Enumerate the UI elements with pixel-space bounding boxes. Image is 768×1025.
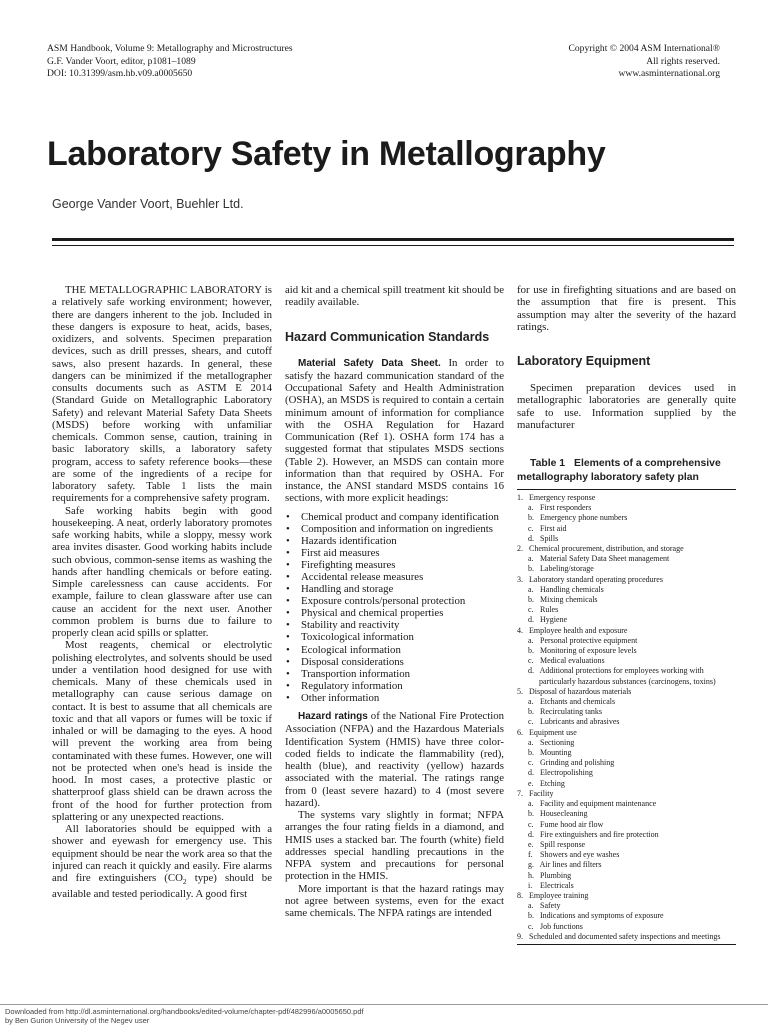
- table-subitem-letter: b.: [528, 748, 534, 758]
- table-item-number: 2.: [517, 544, 523, 554]
- table-subitem: [517, 901, 736, 911]
- table-subitem-text: Housecleaning: [540, 809, 588, 819]
- table-subitem-letter: f.: [528, 850, 533, 860]
- table-subitem-text: Recirculating tanks: [540, 707, 602, 717]
- table-item-text: Facility: [529, 788, 554, 798]
- download-source-link[interactable]: Downloaded from http://dl.asminternational.org/handbooks/edited-volume/chapter-pdf/482996/a0005650.pdf: [5, 1007, 364, 1016]
- table-item-number: 8.: [517, 890, 523, 900]
- emergency-equipment-paragraph: [52, 823, 272, 901]
- table-subitem: [517, 799, 736, 809]
- list-item: • First aid measures: [285, 547, 504, 559]
- co2-subscript: 2: [182, 877, 187, 887]
- table-subitem-text: Hygiene: [540, 615, 568, 625]
- table-subitem-text: Additional protections for employees working with particularly hazardous substances (carcinogens, toxins): [539, 666, 716, 686]
- table-subitem: [517, 585, 736, 595]
- table-item-text: Laboratory standard operating procedures: [529, 574, 663, 584]
- table-subitem-letter: e.: [528, 839, 534, 849]
- table-title: Elements of a comprehensive metallography laboratory safety plan: [517, 458, 721, 483]
- text-column-1: [52, 284, 272, 901]
- table-subitem-letter: c.: [528, 758, 534, 768]
- table-subitem-letter: b.: [528, 707, 534, 717]
- list-item: • Disposal considerations: [285, 656, 504, 668]
- table-subitem: [517, 881, 736, 891]
- table-subitem-letter: b.: [528, 911, 534, 921]
- equipment-paragraph: Specimen preparation devices used in metallographic laboratories are generally quite safe to use. Information supplied by the manufacturer: [517, 382, 736, 431]
- table-item: [517, 789, 736, 799]
- table-subitem-text: Rules: [540, 605, 559, 615]
- table-subitem: [517, 850, 736, 860]
- housekeeping-paragraph: Safe working habits begin with good housekeeping. A neat, orderly laboratory promotes safe working habits, while a sloppy, messy work area invites disaster. Good working habits include such obvious, common-sense items as washing the hands after handling chemicals or before eating. Simple carelessness can cause accidents. For example, failure to clean glassware after use can cause an accident for the next user. Another common problem is burns due to failure to properly clean acid spills or splatter.: [52, 504, 272, 639]
- ratings-disagreement-paragraph: More important is that the hazard ratings may not agree between systems, even for the exact same chemicals. The NFPA ratings are intended: [285, 882, 504, 919]
- table-item: [517, 687, 736, 697]
- table-subitem: [517, 922, 736, 932]
- list-item: • Exposure controls/personal protection: [285, 595, 504, 607]
- list-item: • Transportion information: [285, 668, 504, 680]
- text-column-3: [517, 284, 736, 945]
- table-subitem-letter: g.: [528, 860, 534, 870]
- table-subitem-text: Electricals: [540, 880, 574, 890]
- table-subitem-letter: c.: [528, 605, 534, 615]
- ventilation-paragraph: Most reagents, chemical or electrolytic polishing electrolytes, and solvents should be used under a ventilation hood designed for use with chemicals. Many of these chemicals used in metallography can cause serious damage on contact. It is best to assume that all chemicals are toxic and that all vapors or fumes will be toxic if inhaled or will be damaging to the eyes. A hood will prevent the working area from being contaminated with these fumes. However, one will not be protected when one's head is inside the hood. In most cases, a protective plastic or shatterproof glass shield can be drawn across the front of the hood for further protection from splattering or any unexpected reactions.: [52, 639, 272, 823]
- table-subitem-text: Material Safety Data Sheet management: [540, 554, 670, 564]
- table-subitem: [517, 911, 736, 921]
- list-item: • Chemical product and company identification: [285, 511, 504, 523]
- table-subitem-text: Mounting: [540, 748, 572, 758]
- table-subitem-text: Personal protective equipment: [540, 635, 638, 645]
- table-item-text: Chemical procurement, distribution, and storage: [529, 544, 684, 554]
- table-subitem-text: Safety: [540, 901, 561, 911]
- article-title: Laboratory Safety in Metallography: [47, 135, 606, 173]
- table-subitem: [517, 554, 736, 564]
- table-subitem: [517, 534, 736, 544]
- table-subitem-text: Electropolishing: [540, 768, 593, 778]
- table-subitem-text: Showers and eye washes: [540, 850, 620, 860]
- intro-paragraph: THE METALLOGRAPHIC LABORATORY is a relatively safe working environment; however, there are dangers inherent to the job. Included in these dangers is exposure to heat, acids, bases, oxidizers, and solvents. Specimen preparation devices, such as drill presses, shears, and cutoff saws, also present hazards. In general, these dangers can be minimized if the metallographer consults documents such as ASTM E 2014 (Standard Guide on Metallographic Laboratory Safety) and relevant Material Safety Data Sheets (MSDS) before working with unfamiliar chemicals. Common sense, caution, training in basic laboratory skills, a laboratory safety program, access to safety reference books—these are some of the ingredients of a recipe for laboratory safety. Table 1 lists the main requirements for a comprehensive safety program.: [52, 284, 272, 505]
- footer-separator: [0, 1004, 768, 1005]
- emergency-text-a: All laboratories should be equipped with a shower and eyewash for emergency use. This equipment should be near the work area so that the injured can reach it quickly and easily. Fire alarms and fire extinguishers (CO: [52, 823, 272, 884]
- table-subitem-text: Plumbing: [540, 870, 572, 880]
- table-subitem-letter: b.: [528, 564, 534, 574]
- table-subitem-letter: a.: [528, 697, 534, 707]
- table-item-number: 5.: [517, 686, 523, 696]
- table-subitem: [517, 748, 736, 758]
- header-website: www.asminternational.org: [618, 68, 720, 79]
- table-subitem-text: Medical evaluations: [540, 656, 605, 666]
- table-subitem: [517, 697, 736, 707]
- table-subitem-text: Spill response: [540, 839, 586, 849]
- table-item: [517, 728, 736, 738]
- table-subitem: [517, 524, 736, 534]
- list-item: • Physical and chemical properties: [285, 607, 504, 619]
- table-subitem: [517, 840, 736, 850]
- systems-format-paragraph: The systems vary slightly in format; NFPA arranges the four rating fields in a diamond, and HMIS uses a stacked bar. The fourth (white) field addresses special handling precautions in the NFPA system and precautions for personal protection in the HMIS.: [285, 809, 504, 883]
- msds-text: In order to satisfy the hazard communication standard of the Occupational Safety and Health Administration (OSHA), an MSDS is required to contain a certain minimum amount of information for compliance with the OSHA Regulation for Hazard Communication (Ref 1). OSHA form 174 has a suggested format that stipulates MSDS sections (Table 2). However, an MSDS can contain more information than that required by OSHA. For instance, the ANSI standard MSDS contains 16 sections, with more explicit headings:: [285, 356, 504, 505]
- table-item-number: 4.: [517, 625, 523, 635]
- table-subitem: [517, 860, 736, 870]
- table-number: Table 1: [530, 458, 566, 469]
- table-subitem-letter: b.: [528, 595, 534, 605]
- header-volume: ASM Handbook, Volume 9: Metallography and Microstructures: [47, 43, 293, 54]
- table-subitem-text: Lubricants and abrasives: [540, 717, 620, 727]
- table-subitem-text: Sectioning: [540, 737, 575, 747]
- hazard-ratings-text: of the National Fire Protection Association (NFPA) and the Hazardous Materials Identification System (HMIS) have three color-coded fields to indicate the flammability (red), health (blue), and reactivity (yellow) hazards associated with the material. The ratings range from 0 (least severe hazard) to 4 (most severe hazard).: [285, 710, 504, 809]
- table-subitem: [517, 779, 736, 789]
- table-subitem-letter: c.: [528, 921, 534, 931]
- table-item-number: 7.: [517, 788, 523, 798]
- list-item: • Hazards identification: [285, 535, 504, 547]
- table-caption: [517, 457, 736, 485]
- table-item-text: Emergency response: [529, 493, 596, 502]
- table-item-text: Employee health and exposure: [529, 625, 628, 635]
- table-item-number: 6.: [517, 727, 523, 737]
- table-item-number: 9.: [517, 931, 523, 941]
- table-subitem: [517, 615, 736, 625]
- table-subitem-text: Spills: [540, 533, 559, 543]
- table-subitem: [517, 830, 736, 840]
- table-item-text: Employee training: [529, 890, 589, 900]
- list-item: • Firefighting measures: [285, 559, 504, 571]
- table-item-text: Equipment use: [529, 727, 577, 737]
- table-subitem-letter: a.: [528, 503, 534, 513]
- table-subitem-letter: d.: [528, 768, 534, 778]
- table-subitem-letter: i.: [528, 880, 533, 890]
- table-subitem: [517, 656, 736, 666]
- table-1: [517, 457, 736, 945]
- table-item: [517, 891, 736, 901]
- table-subitem-letter: a.: [528, 554, 534, 564]
- table-subitem-text: Indications and symptoms of exposure: [540, 911, 664, 921]
- table-top-rule: [517, 489, 736, 490]
- msds-paragraph: [285, 357, 504, 505]
- table-subitem: [517, 768, 736, 778]
- table-item: [517, 493, 736, 503]
- table-subitem-text: Etching: [540, 778, 565, 788]
- list-item: • Accidental release measures: [285, 571, 504, 583]
- text-column-2: [285, 284, 504, 919]
- hazard-ratings-run-in: Hazard ratings: [298, 711, 368, 722]
- msds-sections-list: [285, 511, 504, 705]
- download-user-note: by Ben Gurion University of the Negev user: [5, 1016, 150, 1025]
- emergency-text-b: type) should be available and tested periodically. A good first: [52, 872, 272, 901]
- msds-run-in-heading: Material Safety Data Sheet.: [298, 357, 441, 369]
- table-subitem-letter: c.: [528, 523, 534, 533]
- table-subitem: [517, 758, 736, 768]
- list-item: • Regulatory information: [285, 680, 504, 692]
- table-subitem-letter: a.: [528, 799, 534, 809]
- table-subitem-letter: d.: [528, 615, 534, 625]
- title-rule-thin: [52, 245, 734, 246]
- table-subitem: [517, 636, 736, 646]
- list-item: • Composition and information on ingredients: [285, 523, 504, 535]
- table-subitem-text: Mixing chemicals: [540, 595, 598, 605]
- table-subitem-letter: d.: [528, 829, 534, 839]
- hazard-ratings-paragraph: [285, 710, 504, 809]
- table-item-text: Scheduled and documented safety inspections and meetings: [529, 931, 721, 941]
- table-subitem-letter: d.: [528, 666, 534, 676]
- table-subitem-text: Handling chemicals: [540, 584, 604, 594]
- table-item-text: Disposal of hazardous materials: [529, 686, 632, 696]
- table-subitem-text: Facility and equipment maintenance: [540, 799, 657, 809]
- table-subitem-text: Fire extinguishers and fire protection: [540, 829, 659, 839]
- table-subitem-letter: c.: [528, 717, 534, 727]
- table-subitem: [517, 605, 736, 615]
- table-subitem-text: First responders: [540, 503, 592, 513]
- header-right: [568, 43, 720, 81]
- table-item: [517, 626, 736, 636]
- list-item: • Ecological information: [285, 644, 504, 656]
- table-item-number: 1.: [517, 493, 523, 502]
- table-subitem-letter: a.: [528, 635, 534, 645]
- table-item: [517, 932, 736, 942]
- table-subitem-letter: a.: [528, 584, 534, 594]
- table-subitem: [517, 738, 736, 748]
- list-item: • Other information: [285, 692, 504, 704]
- table-subitem-text: Labeling/storage: [540, 564, 594, 574]
- header-doi: DOI: 10.31399/asm.hb.v09.a0005650: [47, 68, 193, 79]
- list-item: • Stability and reactivity: [285, 619, 504, 631]
- table-subitem-text: Emergency phone numbers: [540, 513, 628, 523]
- firefighting-continuation: for use in firefighting situations and are based on the assumption that fire is present. This assumption may alter the severity of the hazard ratings.: [517, 284, 736, 333]
- table-subitem-letter: c.: [528, 656, 534, 666]
- table-subitem-letter: c.: [528, 819, 534, 829]
- table-subitem-letter: b.: [528, 513, 534, 523]
- table-item: [517, 575, 736, 585]
- table-subitem-text: Job functions: [540, 921, 583, 931]
- table-subitem: [517, 717, 736, 727]
- first-aid-continuation: aid kit and a chemical spill treatment kit should be readily available.: [285, 284, 504, 309]
- header-left: [47, 43, 293, 81]
- table-subitem: [517, 666, 736, 686]
- table-subitem: [517, 595, 736, 605]
- table-subitem-text: Fume hood air flow: [540, 819, 604, 829]
- table-bottom-rule: [517, 944, 736, 945]
- table-subitem: [517, 820, 736, 830]
- table-subitem: [517, 513, 736, 523]
- table-subitem-letter: a.: [528, 737, 534, 747]
- table-subitem: [517, 646, 736, 656]
- table-subitem: [517, 707, 736, 717]
- section-heading-laboratory-equipment: Laboratory Equipment: [517, 354, 651, 368]
- table-subitem-text: Air lines and filters: [539, 860, 602, 870]
- list-item: • Handling and storage: [285, 583, 504, 595]
- table-subitem-letter: h.: [528, 870, 534, 880]
- header-rights: All rights reserved.: [646, 55, 720, 67]
- table-subitem-text: Grinding and polishing: [540, 758, 615, 768]
- table-subitem-text: Monitoring of exposure levels: [540, 646, 637, 656]
- header-editor: G.F. Vander Voort, editor, p1081–1089: [47, 55, 196, 67]
- table-subitem-letter: e.: [528, 778, 534, 788]
- header-copyright: Copyright © 2004 ASM International®: [568, 43, 720, 54]
- table-subitem: [517, 809, 736, 819]
- table-item: [517, 544, 736, 554]
- table-subitem: [517, 564, 736, 574]
- table-subitem: [517, 503, 736, 513]
- table-subitem-letter: b.: [528, 646, 534, 656]
- table-subitem-letter: b.: [528, 809, 534, 819]
- title-rule-thick: [52, 238, 734, 241]
- table-subitem-text: First aid: [540, 523, 567, 533]
- table-subitem-text: Etchants and chemicals: [540, 697, 616, 707]
- list-item: • Toxicological information: [285, 631, 504, 643]
- section-heading-hazard-communication: Hazard Communication Standards: [285, 329, 490, 344]
- table-subitem-letter: a.: [528, 901, 534, 911]
- table-items: [517, 493, 736, 942]
- table-item-number: 3.: [517, 574, 523, 584]
- table-subitem-letter: d.: [528, 533, 534, 543]
- article-author: George Vander Voort, Buehler Ltd.: [52, 197, 244, 211]
- table-subitem: [517, 871, 736, 881]
